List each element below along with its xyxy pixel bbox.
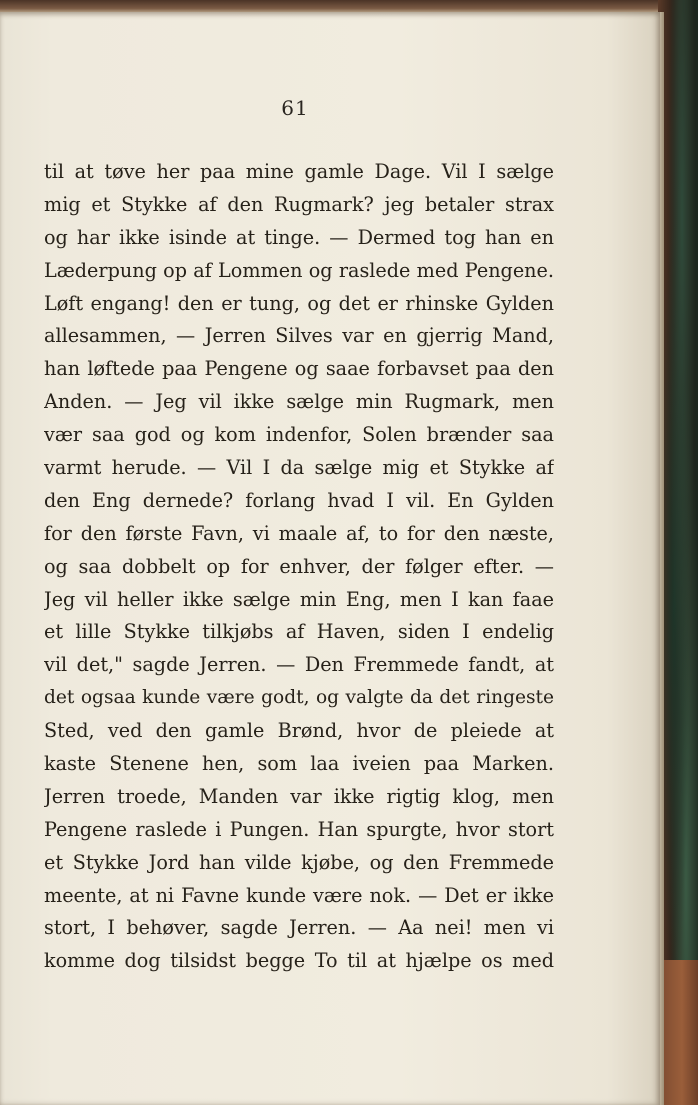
text-line: komme dog tilsidst begge To til at hjælpe os med [44,949,554,973]
text-line: Sted, ved den gamle Brønd, hvor de pleiede at [44,719,554,743]
text-line: Jeg vil heller ikke sælge min Eng, men I kan faae [44,587,554,611]
text-line: Læderpung op af Lommen og raslede med Pengene. [44,258,554,282]
text-line: varmt herude. — Vil I da sælge mig et Stykke af [44,456,554,480]
text-line: Pengene raslede i Pungen. Han spurgte, hvor stort [44,817,554,841]
text-line: og har ikke isinde at tinge. — Dermed tog han en [44,225,554,249]
book-cover-edge [658,0,698,1105]
text-line: Anden. — Jeg vil ikke sælge min Rugmark, men [44,390,554,414]
text-line: til at tøve her paa mine gamle Dage. Vil I sælge [44,160,554,183]
book-cover-leather-corner [658,960,698,1105]
text-line: meente, at ni Favne kunde være nok. — Det er ikke [44,883,554,907]
text-line: vil det," sagde Jerren. — Den Fremmede fandt, at [44,653,554,677]
text-line: stort, I behøver, sagde Jerren. — Aa nei! men vi [44,916,554,940]
text-line: Jerren troede, Manden var ikke rigtig klog, men [44,784,554,808]
text-line: og saa dobbelt op for enhver, der følger efter. — [44,554,554,578]
page-number: 61 [281,96,309,120]
text-line: det ogsaa kunde være godt, og valgte da det ringeste [44,687,554,709]
text-line: et Stykke Jord han vilde kjøbe, og den Fremmede [44,850,554,874]
text-line: allesammen, — Jerren Silves var en gjerrig Mand, [44,324,554,348]
text-line: kaste Stenene hen, som laa iveien paa Marken. [44,752,554,776]
text-line: den Eng dernede? forlang hvad I vil. En Gylden [44,488,554,512]
text-line: for den første Favn, vi maale af, to for den næste, [44,521,554,545]
body-text [44,156,554,978]
text-line: vær saa god og kom indenfor, Solen brænder saa [44,423,554,447]
text-line: mig et Stykke af den Rugmark? jeg betaler strax [44,192,554,216]
text-line: Løft engang! den er tung, og det er rhinske Gylden [44,291,554,315]
text-line: et lille Stykke tilkjøbs af Haven, siden I endelig [44,620,554,644]
text-line: han løftede paa Pengene og saae forbavset paa den [44,357,554,381]
